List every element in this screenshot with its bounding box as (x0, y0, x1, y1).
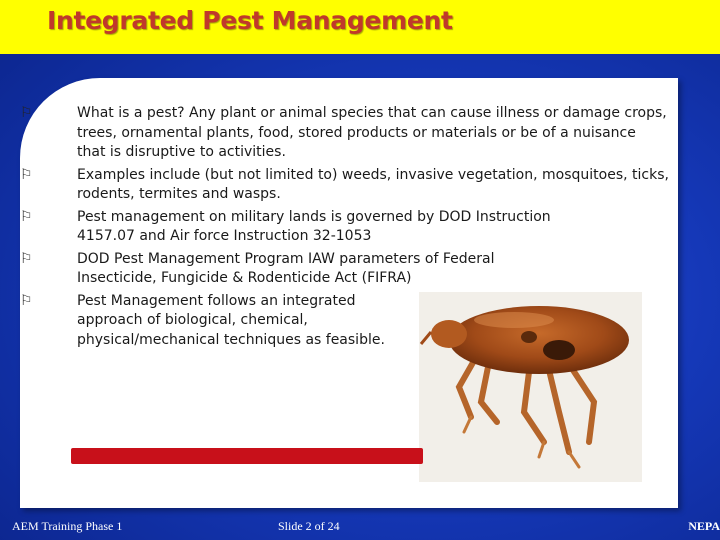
feather-flag-icon: ⚐ (20, 166, 33, 183)
feather-flag-icon: ⚐ (20, 292, 33, 309)
footer-left: AEM Training Phase 1 (12, 519, 123, 533)
bullet-item (20, 104, 680, 163)
bullet-item (20, 208, 680, 247)
title-bar (0, 0, 720, 54)
slide-title: Integrated Pest Management (47, 6, 453, 35)
bullet-text: What is a pest? Any plant or animal species that can cause illness or damage crops, trees, ornamental plants, food, stored products or materials or be of a nuisance that is disruptive to activities. (77, 105, 667, 160)
flea-photo (419, 292, 642, 482)
footer-right: NEPA (688, 519, 720, 533)
flea-illustration (419, 292, 642, 482)
bullet-item (20, 166, 680, 205)
bullet-text: Examples include (but not limited to) weeds, invasive vegetation, mosquitoes, ticks, rodents, termites and wasps. (77, 166, 669, 202)
accent-bar (71, 448, 423, 464)
slide-number: Slide 2 of 24 (278, 519, 340, 533)
bullet-item (20, 250, 680, 289)
feather-flag-icon: ⚐ (20, 250, 33, 267)
bullet-text: Pest Management follows an integrated approach of biological, chemical, physical/mechanical techniques as feasible. (77, 292, 385, 348)
feather-flag-icon: ⚐ (20, 208, 33, 225)
bullet-text: Pest management on military lands is governed by DOD Instruction 4157.07 and Air force Instruction 32-1053 (77, 208, 551, 244)
feather-flag-icon: ⚐ (20, 105, 33, 121)
bullet-text: DOD Pest Management Program IAW parameters of Federal Insecticide, Fungicide & Rodenticide Act (FIFRA) (77, 250, 495, 286)
